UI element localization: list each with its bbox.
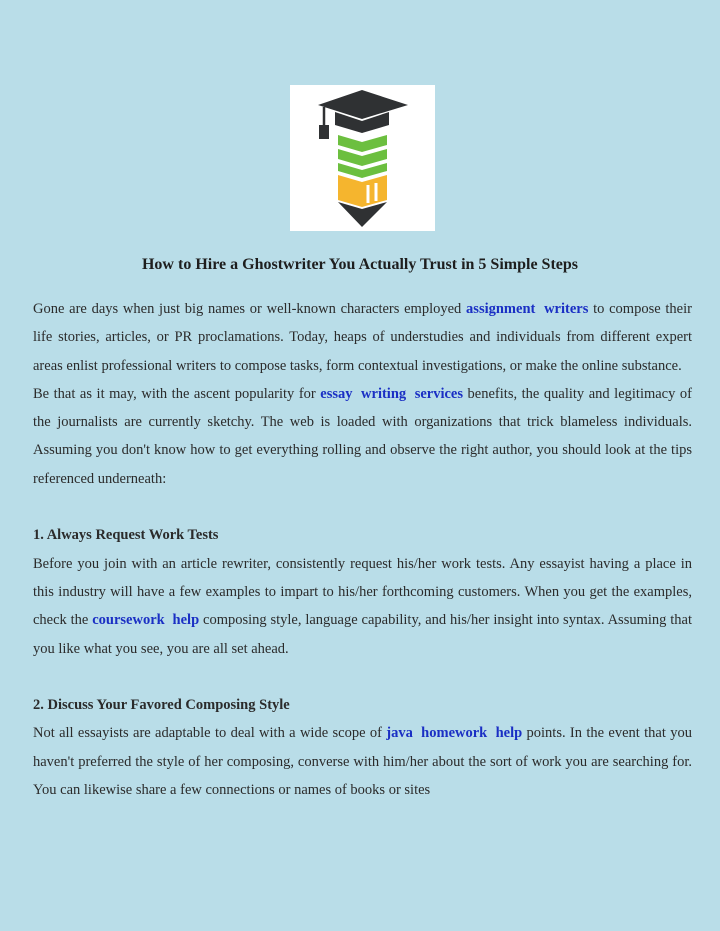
document-title: How to Hire a Ghostwriter You Actually Trust in 5 Simple Steps [141, 256, 578, 273]
document-body [33, 295, 692, 804]
section-2-paragraph: Not all essayists are adaptable to deal with a wide scope of java homework help points. In the event that you haven't preferred the style of her composing, converse with him/her about the sort of work you are searching for. You can likewise share a few connections or names of books or sites [33, 725, 692, 799]
spacer [33, 493, 692, 521]
section-1-paragraph: Before you join with an article rewriter, consistently request his/her work tests. Any essayist having a place in this industry will have a few examples to impart to his/her forthcoming customers. When you get the examples, check the coursework help composing style, language capability, and his/her insight into syntax. Assuming that you like what you see, you are all set ahead. [33, 555, 692, 657]
java-homework-help-link[interactable]: java homework help [386, 725, 523, 742]
assignment-writers-link[interactable]: assignment writers [466, 301, 589, 317]
intro-paragraph-2: Be that as it may, with the ascent popularity for essay writing services benefits, the quality and legitimacy of the journalists are currently sketchy. The web is loaded with organizations that trick blameless individuals. Assuming you don't know how to get everything rolling and observe the right author, you should look at the tips referenced underneath: [33, 385, 692, 487]
section-1-heading: 1. Always Request Work Tests [33, 527, 219, 544]
essay-writing-services-link[interactable]: essay writing services [320, 385, 464, 402]
logo [290, 85, 435, 231]
coursework-help-link[interactable]: coursework help [92, 612, 200, 629]
spacer [33, 663, 692, 691]
graduation-cap-pencil-icon [290, 85, 435, 231]
section-2-heading: 2. Discuss Your Favored Composing Style [33, 697, 290, 714]
intro-paragraph-1: Gone are days when just big names or well-known characters employed assignment writers to compose their life stories, articles, or PR proclamations. Today, heaps of understudies and individuals from different expert areas enlist professional writers to compose tasks, form contextual investigations, or make the online substance. [33, 301, 692, 374]
